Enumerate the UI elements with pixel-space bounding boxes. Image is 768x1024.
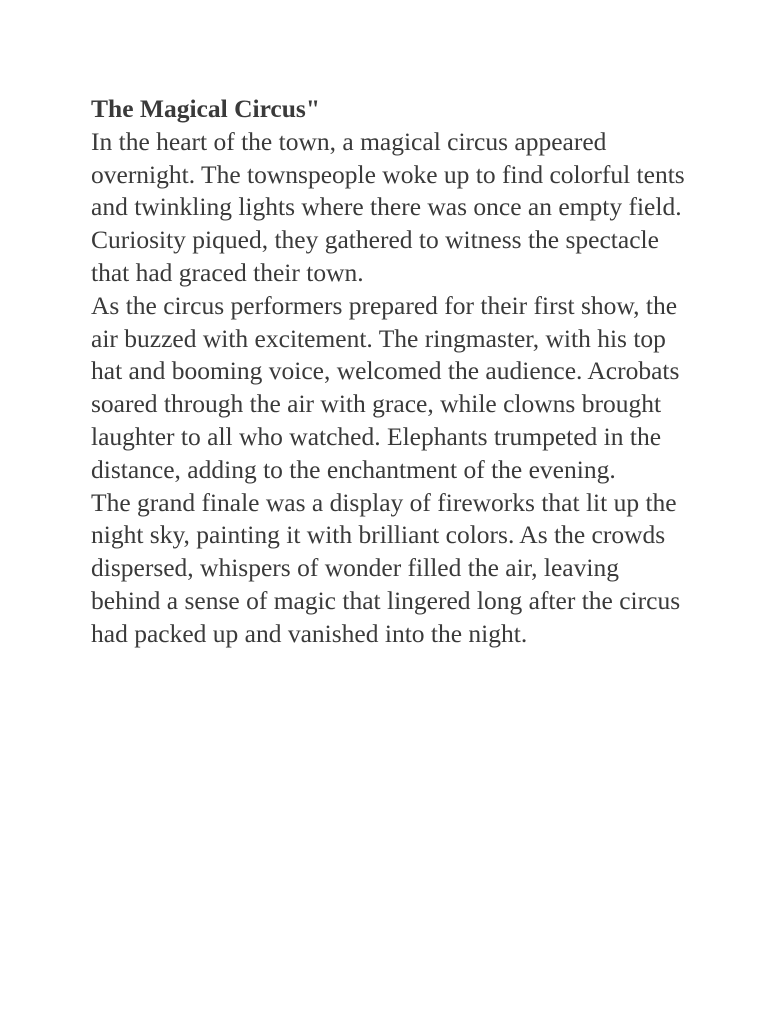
paragraph-3: The grand finale was a display of fireworks that lit up the night sky, painting it with brilliant colors. As the crowds dispersed, whispers of wonder filled the air, leaving behind a sense of magic that lingered long after the circus had packed up and vanished into the night. (91, 487, 681, 648)
paragraph-1: In the heart of the town, a magical circus appeared overnight. The townspeople woke up to find colorful tents and twinkling lights where there was once an empty field. Curiosity piqued, they gathered to witness the spectacle that had graced their town. (91, 126, 685, 287)
document-title: The Magical Circus" (91, 94, 321, 123)
document-page (91, 93, 691, 651)
paragraph-2: As the circus performers prepared for their first show, the air buzzed with excitement. The ringmaster, with his top hat and booming voice, welcomed the audience. Acrobats soared through the air with grace, while clowns brought laughter to all who watched. Elephants trumpeted in the distance, adding to the enchantment of the evening. (91, 290, 680, 484)
